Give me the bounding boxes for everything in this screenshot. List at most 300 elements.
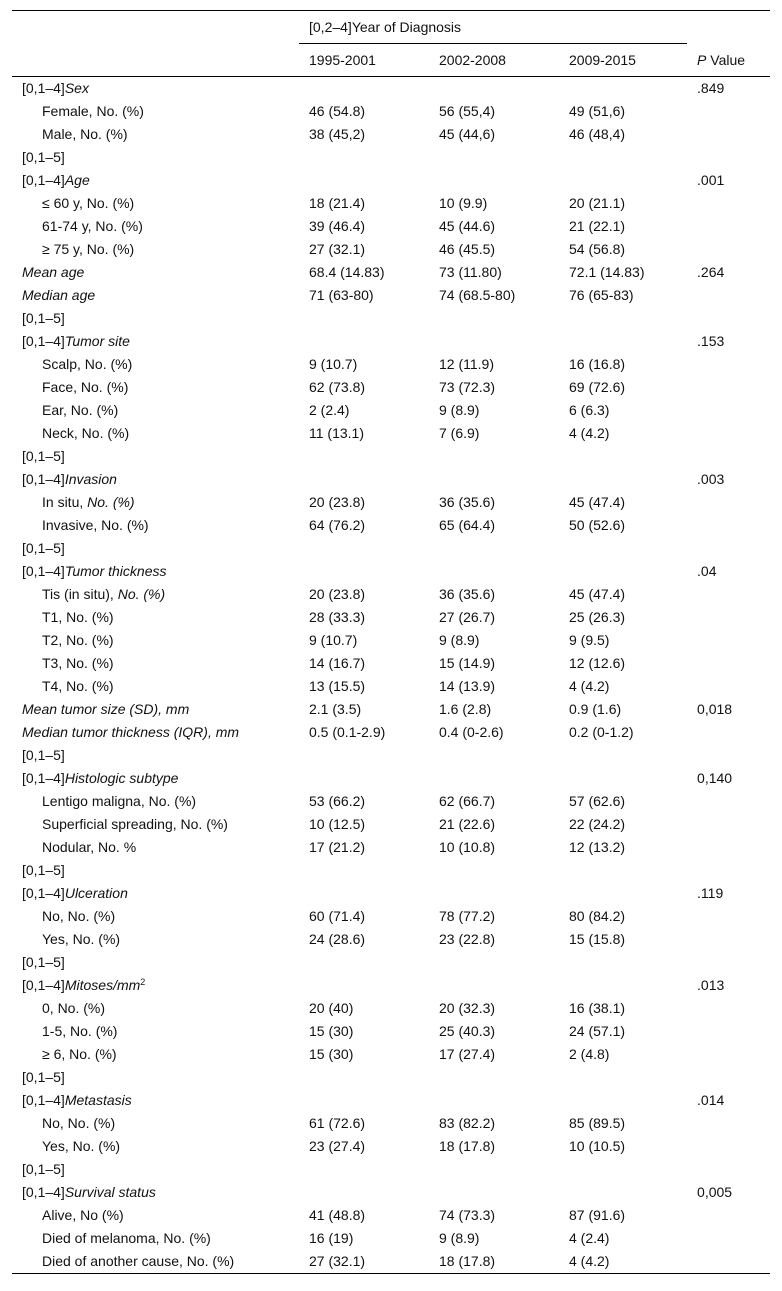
table-row xyxy=(12,859,770,882)
table-row xyxy=(12,1066,770,1089)
value-cell-period-3 xyxy=(559,974,687,997)
empty-cell xyxy=(299,537,429,560)
value-cell-period-3: 6 (6.3) xyxy=(569,402,610,418)
p-value-cell xyxy=(687,123,770,146)
p-value-cell xyxy=(687,399,770,422)
empty-cell xyxy=(687,744,770,767)
table-row xyxy=(12,330,770,353)
row-label-cell: Alive, No (%) xyxy=(42,1207,124,1223)
value-cell-period-2: 10 (10.8) xyxy=(439,839,496,855)
table-row xyxy=(12,882,770,905)
value-cell-period-1 xyxy=(299,560,429,583)
value-cell-period-1: 71 (63-80) xyxy=(309,287,374,303)
table-row xyxy=(12,100,770,123)
header-empty-cell xyxy=(687,11,770,44)
empty-cell xyxy=(687,445,770,468)
value-cell-period-1: 20 (23.8) xyxy=(309,586,366,602)
table-row xyxy=(12,422,770,445)
row-label-italic: No. (%) xyxy=(87,494,135,510)
p-value-cell: .013 xyxy=(697,977,725,993)
value-cell-period-3: 15 (15.8) xyxy=(569,931,626,947)
empty-cell xyxy=(429,146,559,169)
table-row xyxy=(12,652,770,675)
empty-cell xyxy=(299,859,429,882)
empty-cell xyxy=(429,859,559,882)
value-cell-period-1: 20 (23.8) xyxy=(309,494,366,510)
spacer-cell: [0,1–5] xyxy=(22,862,65,878)
section-label-cell xyxy=(12,882,299,905)
table-row xyxy=(12,192,770,215)
value-cell-period-2: 18 (17.8) xyxy=(429,1250,559,1274)
value-cell-period-1: 20 (40) xyxy=(309,1000,354,1016)
row-label-cell: Nodular, No. % xyxy=(42,839,137,855)
p-value-cell xyxy=(687,100,770,123)
value-cell-period-1 xyxy=(299,1089,429,1112)
empty-cell xyxy=(429,1158,559,1181)
value-cell-period-2: 45 (44.6) xyxy=(439,218,496,234)
value-cell-period-2: 74 (73.3) xyxy=(439,1207,496,1223)
value-cell-period-2: 12 (11.9) xyxy=(439,356,494,372)
p-value-cell: 0,005 xyxy=(697,1184,733,1200)
value-cell-period-1: 68.4 (14.83) xyxy=(309,264,385,280)
value-cell-period-1: 10 (12.5) xyxy=(309,816,366,832)
value-cell-period-2: 17 (27.4) xyxy=(439,1046,496,1062)
p-value-cell xyxy=(687,1043,770,1066)
value-cell-period-1 xyxy=(299,974,429,997)
value-cell-period-3: 9 (9.5) xyxy=(569,632,610,648)
value-cell-period-3: 85 (89.5) xyxy=(569,1115,626,1131)
section-prefix: [0,1–4] xyxy=(22,977,65,993)
p-value-cell xyxy=(687,514,770,537)
table-row xyxy=(12,1089,770,1112)
p-value-cell xyxy=(687,353,770,376)
p-value-cell: .119 xyxy=(697,885,724,901)
section-title: Tumor thickness xyxy=(64,563,167,579)
value-cell-period-3: 4 (4.2) xyxy=(559,1250,687,1274)
section-label-cell xyxy=(12,767,299,790)
value-cell-period-1: 24 (28.6) xyxy=(309,931,366,947)
section-label-cell xyxy=(12,1181,299,1204)
stat-label: Median age xyxy=(22,287,96,303)
section-label-cell xyxy=(12,77,299,101)
p-value-cell xyxy=(687,583,770,606)
empty-cell xyxy=(429,951,559,974)
empty-cell xyxy=(299,307,429,330)
section-title: Ulceration xyxy=(64,885,128,901)
value-cell-period-3: 87 (91.6) xyxy=(569,1207,626,1223)
table-header xyxy=(12,11,770,77)
value-cell-period-2 xyxy=(429,560,559,583)
p-value-cell xyxy=(687,238,770,261)
empty-cell xyxy=(559,1158,687,1181)
row-label-cell: No, No. (%) xyxy=(42,1115,116,1131)
value-cell-period-2: 27 (26.7) xyxy=(439,609,496,625)
value-cell-period-3: 4 (4.2) xyxy=(569,678,610,694)
year-of-diagnosis-header: [0,2–4]Year of Diagnosis xyxy=(299,11,687,44)
value-cell-period-3: 16 (16.8) xyxy=(569,356,626,372)
value-cell-period-2: 25 (40.3) xyxy=(439,1023,496,1039)
value-cell-period-2: 9 (8.9) xyxy=(439,402,480,418)
row-label-cell: Neck, No. (%) xyxy=(42,425,130,441)
value-cell-period-3: 0.2 (0-1.2) xyxy=(569,724,634,740)
table-row xyxy=(12,514,770,537)
table-row xyxy=(12,560,770,583)
value-cell-period-2: 20 (32.3) xyxy=(439,1000,496,1016)
value-cell-period-3: 45 (47.4) xyxy=(569,494,626,510)
value-cell-period-2: 46 (45.5) xyxy=(439,241,496,257)
value-cell-period-2 xyxy=(429,468,559,491)
section-prefix: [0,1–4] xyxy=(22,1184,65,1200)
table-row xyxy=(12,123,770,146)
value-cell-period-3: 16 (38.1) xyxy=(569,1000,626,1016)
row-label-cell: 1-5, No. (%) xyxy=(42,1023,118,1039)
section-title: Sex xyxy=(64,80,89,96)
section-prefix: [0,1–4] xyxy=(22,471,65,487)
empty-cell xyxy=(299,445,429,468)
p-value-cell xyxy=(687,1250,770,1274)
section-superscript: 2 xyxy=(140,977,146,987)
empty-cell xyxy=(687,1158,770,1181)
section-prefix: [0,1–4] xyxy=(22,563,65,579)
table-row xyxy=(12,744,770,767)
header-row-2 xyxy=(12,44,770,77)
p-value-cell xyxy=(687,629,770,652)
value-cell-period-1: 14 (16.7) xyxy=(309,655,366,671)
value-cell-period-3: 21 (22.1) xyxy=(569,218,626,234)
value-cell-period-3 xyxy=(559,77,687,101)
table-row xyxy=(12,169,770,192)
row-label-cell: T1, No. (%) xyxy=(42,609,114,625)
table-row xyxy=(12,1158,770,1181)
spacer-cell: [0,1–5] xyxy=(22,1161,65,1177)
value-cell-period-1: 60 (71.4) xyxy=(309,908,366,924)
table-row xyxy=(12,1204,770,1227)
table-row xyxy=(12,928,770,951)
value-cell-period-1: 13 (15.5) xyxy=(309,678,366,694)
row-label-cell: Yes, No. (%) xyxy=(42,931,121,947)
table-container xyxy=(12,10,770,1274)
stat-label: Median tumor thickness (IQR), mm xyxy=(22,724,240,740)
empty-cell xyxy=(687,307,770,330)
value-cell-period-2: 1.6 (2.8) xyxy=(439,701,492,717)
empty-cell xyxy=(687,146,770,169)
row-label-cell: ≥ 6, No. (%) xyxy=(42,1046,117,1062)
table-row xyxy=(12,698,770,721)
p-value-cell xyxy=(687,376,770,399)
value-cell-period-3 xyxy=(559,169,687,192)
p-value-cell xyxy=(687,675,770,698)
value-cell-period-2: 65 (64.4) xyxy=(439,517,496,533)
row-label-cell: Face, No. (%) xyxy=(42,379,129,395)
row-label: Tis (in situ), xyxy=(42,586,118,602)
p-value-cell: .003 xyxy=(697,471,725,487)
stat-label-cell xyxy=(12,261,299,284)
section-prefix: [0,1–4] xyxy=(22,885,65,901)
table-row xyxy=(12,1181,770,1204)
p-value-cell xyxy=(687,997,770,1020)
empty-cell xyxy=(299,951,429,974)
table-row xyxy=(12,675,770,698)
p-value-cell: .04 xyxy=(697,563,717,579)
p-value-header-italic: P xyxy=(697,51,707,68)
value-cell-period-2: 7 (6.9) xyxy=(439,425,480,441)
value-cell-period-3 xyxy=(559,468,687,491)
section-label-cell xyxy=(12,169,299,192)
value-cell-period-2: 36 (35.6) xyxy=(439,494,496,510)
value-cell-period-1: 15 (30) xyxy=(309,1046,354,1062)
value-cell-period-3: 24 (57.1) xyxy=(569,1023,626,1039)
value-cell-period-3 xyxy=(559,1181,687,1204)
value-cell-period-2: 45 (44,6) xyxy=(439,126,496,142)
value-cell-period-2 xyxy=(429,169,559,192)
p-value-cell xyxy=(687,192,770,215)
value-cell-period-2: 73 (72.3) xyxy=(439,379,496,395)
p-value-cell: 0,140 xyxy=(697,770,733,786)
stat-label-cell xyxy=(12,698,299,721)
table-row xyxy=(12,951,770,974)
row-label-cell: Died of another cause, No. (%) xyxy=(12,1250,299,1274)
value-cell-period-1 xyxy=(299,77,429,101)
value-cell-period-1: 9 (10.7) xyxy=(309,356,358,372)
value-cell-period-1: 23 (27.4) xyxy=(309,1138,366,1154)
table-row xyxy=(12,1250,770,1274)
p-value-cell xyxy=(687,215,770,238)
empty-cell xyxy=(559,146,687,169)
value-cell-period-2: 36 (35.6) xyxy=(439,586,496,602)
spacer-cell: [0,1–5] xyxy=(22,540,65,556)
table-row xyxy=(12,376,770,399)
value-cell-period-3: 80 (84.2) xyxy=(569,908,626,924)
row-label-cell: T3, No. (%) xyxy=(42,655,114,671)
header-row-1 xyxy=(12,11,770,44)
spacer-cell: [0,1–5] xyxy=(22,954,65,970)
value-cell-period-1: 2 (2.4) xyxy=(309,402,350,418)
value-cell-period-1: 9 (10.7) xyxy=(309,632,358,648)
table-row xyxy=(12,146,770,169)
period-header-3: 2009-2015 xyxy=(559,44,687,77)
section-prefix: [0,1–4] xyxy=(22,770,65,786)
empty-cell xyxy=(687,1066,770,1089)
row-label-cell: ≤ 60 y, No. (%) xyxy=(42,195,135,211)
value-cell-period-3: 2 (4.8) xyxy=(569,1046,610,1062)
row-label-cell: Yes, No. (%) xyxy=(42,1138,121,1154)
value-cell-period-3: 12 (12.6) xyxy=(569,655,626,671)
characteristics-table xyxy=(12,10,770,1274)
empty-cell xyxy=(687,859,770,882)
value-cell-period-2: 9 (8.9) xyxy=(439,632,480,648)
row-label-cell: Male, No. (%) xyxy=(42,126,128,142)
row-label-cell: Lentigo maligna, No. (%) xyxy=(42,793,197,809)
stat-label-cell xyxy=(12,284,299,307)
value-cell-period-1: 2.1 (3.5) xyxy=(309,701,362,717)
value-cell-period-3: 4 (2.4) xyxy=(569,1230,610,1246)
value-cell-period-2: 73 (11.80) xyxy=(439,264,502,280)
p-value-cell xyxy=(687,652,770,675)
p-value-header-rest: Value xyxy=(706,51,746,68)
spacer-cell: [0,1–5] xyxy=(22,1069,65,1085)
row-label-cell: T2, No. (%) xyxy=(42,632,114,648)
empty-cell xyxy=(559,307,687,330)
value-cell-period-2: 62 (66.7) xyxy=(439,793,496,809)
value-cell-period-3 xyxy=(559,330,687,353)
value-cell-period-1: 53 (66.2) xyxy=(309,793,366,809)
empty-cell xyxy=(299,146,429,169)
row-label-italic: No. (%) xyxy=(117,586,166,602)
value-cell-period-3: 4 (4.2) xyxy=(569,425,610,441)
table-row xyxy=(12,1227,770,1250)
table-row xyxy=(12,445,770,468)
p-value-cell xyxy=(687,422,770,445)
value-cell-period-3: 49 (51,6) xyxy=(569,103,626,119)
table-body xyxy=(12,77,770,1274)
value-cell-period-2: 83 (82.2) xyxy=(439,1115,496,1131)
table-row xyxy=(12,1135,770,1158)
table-row xyxy=(12,491,770,514)
value-cell-period-2: 14 (13.9) xyxy=(439,678,496,694)
value-cell-period-1: 15 (30) xyxy=(309,1023,354,1039)
table-row xyxy=(12,790,770,813)
empty-cell xyxy=(429,1066,559,1089)
section-prefix: [0,1–4] xyxy=(22,80,65,96)
row-label-cell: Ear, No. (%) xyxy=(42,402,119,418)
value-cell-period-2 xyxy=(429,767,559,790)
value-cell-period-2 xyxy=(429,77,559,101)
value-cell-period-1: 27 (32.1) xyxy=(309,241,366,257)
value-cell-period-2 xyxy=(429,1181,559,1204)
value-cell-period-3: 54 (56.8) xyxy=(569,241,626,257)
table-row xyxy=(12,997,770,1020)
row-label-cell: Superficial spreading, No. (%) xyxy=(42,816,228,832)
value-cell-period-2 xyxy=(429,330,559,353)
empty-cell xyxy=(559,445,687,468)
value-cell-period-3 xyxy=(559,1089,687,1112)
stat-label: Mean tumor size (SD), mm xyxy=(22,701,190,717)
empty-cell xyxy=(559,537,687,560)
table-row xyxy=(12,77,770,101)
header-empty-cell xyxy=(12,11,299,44)
value-cell-period-2: 78 (77.2) xyxy=(439,908,496,924)
table-row xyxy=(12,721,770,744)
value-cell-period-3: 0.9 (1.6) xyxy=(569,701,622,717)
value-cell-period-2: 15 (14.9) xyxy=(439,655,496,671)
section-label-cell xyxy=(12,560,299,583)
value-cell-period-3: 10 (10.5) xyxy=(569,1138,626,1154)
row-label-cell xyxy=(12,583,299,606)
p-value-cell xyxy=(687,1204,770,1227)
spacer-cell: [0,1–5] xyxy=(22,149,65,165)
empty-cell xyxy=(429,744,559,767)
p-value-cell xyxy=(687,491,770,514)
spacer-cell: [0,1–5] xyxy=(22,448,65,464)
value-cell-period-3: 12 (13.2) xyxy=(569,839,626,855)
value-cell-period-1: 0.5 (0.1-2.9) xyxy=(309,724,386,740)
empty-cell xyxy=(299,1066,429,1089)
section-title: Invasion xyxy=(64,471,117,487)
stat-label-cell xyxy=(12,721,299,744)
table-row xyxy=(12,468,770,491)
empty-cell xyxy=(299,744,429,767)
value-cell-period-1 xyxy=(299,169,429,192)
value-cell-period-1: 11 (13.1) xyxy=(309,425,364,441)
value-cell-period-2: 21 (22.6) xyxy=(439,816,496,832)
p-value-cell: .264 xyxy=(697,264,725,280)
table-row xyxy=(12,1043,770,1066)
row-label-cell: Female, No. (%) xyxy=(42,103,144,119)
p-value-cell xyxy=(687,928,770,951)
section-title: Survival status xyxy=(64,1184,156,1200)
empty-cell xyxy=(559,859,687,882)
section-label-cell xyxy=(12,1089,299,1112)
value-cell-period-1: 28 (33.3) xyxy=(309,609,366,625)
p-value-cell xyxy=(687,284,770,307)
table-row xyxy=(12,353,770,376)
table-row xyxy=(12,583,770,606)
value-cell-period-1: 46 (54.8) xyxy=(309,103,366,119)
table-row xyxy=(12,767,770,790)
row-label-cell: 0, No. (%) xyxy=(42,1000,106,1016)
row-label-cell: Scalp, No. (%) xyxy=(42,356,133,372)
table-row xyxy=(12,1020,770,1043)
value-cell-period-1: 39 (46.4) xyxy=(309,218,366,234)
value-cell-period-2 xyxy=(429,882,559,905)
section-title: Histologic subtype xyxy=(64,770,179,786)
table-row xyxy=(12,215,770,238)
value-cell-period-1: 62 (73.8) xyxy=(309,379,366,395)
spacer-cell: [0,1–5] xyxy=(22,310,65,326)
value-cell-period-3: 57 (62.6) xyxy=(569,793,626,809)
p-value-cell xyxy=(687,836,770,859)
period-header-1: 1995-2001 xyxy=(299,44,429,77)
empty-cell xyxy=(429,537,559,560)
p-value-header xyxy=(687,44,770,77)
p-value-cell xyxy=(687,1112,770,1135)
period-header-2: 2002-2008 xyxy=(429,44,559,77)
header-empty-cell xyxy=(12,44,299,77)
section-prefix: [0,1–4] xyxy=(22,333,65,349)
section-title: Age xyxy=(64,172,90,188)
value-cell-period-2: 18 (17.8) xyxy=(439,1138,496,1154)
value-cell-period-1 xyxy=(299,330,429,353)
table-row xyxy=(12,1112,770,1135)
table-row xyxy=(12,307,770,330)
value-cell-period-3: 69 (72.6) xyxy=(569,379,626,395)
value-cell-period-3: 50 (52.6) xyxy=(569,517,626,533)
table-row xyxy=(12,284,770,307)
value-cell-period-1 xyxy=(299,468,429,491)
empty-cell xyxy=(429,307,559,330)
row-label-cell: No, No. (%) xyxy=(42,908,116,924)
value-cell-period-2: 9 (8.9) xyxy=(439,1230,480,1246)
section-title: Mitoses/mm xyxy=(64,977,141,993)
value-cell-period-3: 76 (65-83) xyxy=(569,287,634,303)
value-cell-period-1: 64 (76.2) xyxy=(309,517,366,533)
row-label-cell: T4, No. (%) xyxy=(42,678,114,694)
section-prefix: [0,1–4] xyxy=(22,172,65,188)
p-value-cell: 0,018 xyxy=(697,701,733,717)
value-cell-period-3: 46 (48,4) xyxy=(569,126,626,142)
empty-cell xyxy=(687,537,770,560)
value-cell-period-2: 23 (22.8) xyxy=(439,931,496,947)
value-cell-period-1: 17 (21.2) xyxy=(309,839,366,855)
value-cell-period-3: 22 (24.2) xyxy=(569,816,626,832)
empty-cell xyxy=(559,951,687,974)
table-row xyxy=(12,238,770,261)
section-label-cell xyxy=(12,974,299,997)
p-value-cell xyxy=(687,1020,770,1043)
table-row xyxy=(12,905,770,928)
row-label-cell xyxy=(12,491,299,514)
empty-cell xyxy=(559,744,687,767)
